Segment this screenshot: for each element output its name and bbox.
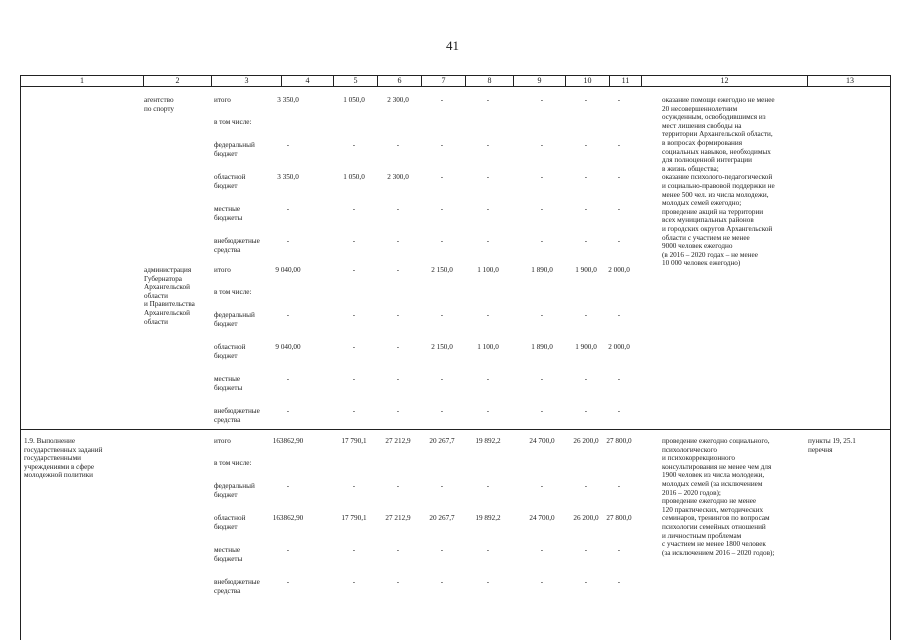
amount-cell: - <box>440 141 444 149</box>
amount-cell: - <box>352 482 356 490</box>
amount-cell: - <box>584 407 588 415</box>
amount-cell: - <box>396 343 400 351</box>
amount-cell: - <box>352 205 356 213</box>
table-border <box>890 87 891 640</box>
amount-cell: - <box>617 96 621 104</box>
amount-cell: - <box>352 407 356 415</box>
budget-source-label: федеральный бюджет <box>214 482 255 499</box>
amount-cell: - <box>440 96 444 104</box>
amount-cell: 3 350,0 <box>277 96 299 104</box>
amount-cell: 27 212,9 <box>385 514 411 522</box>
amount-cell: 27 800,0 <box>606 514 632 522</box>
col-header: 9 <box>513 76 565 86</box>
amount-cell: - <box>440 578 444 586</box>
amount-cell: 2 300,0 <box>387 173 409 181</box>
amount-cell: - <box>440 205 444 213</box>
amount-cell: 9 040,00 <box>275 343 301 351</box>
amount-cell: - <box>352 141 356 149</box>
amount-cell: - <box>584 375 588 383</box>
amount-cell: - <box>440 482 444 490</box>
amount-cell: 20 267,7 <box>429 437 455 445</box>
amount-cell: - <box>286 407 290 415</box>
budget-source-label: в том числе: <box>214 288 252 296</box>
amount-cell: - <box>396 407 400 415</box>
amount-cell: 17 790,1 <box>341 437 367 445</box>
amount-cell: - <box>584 173 588 181</box>
amount-cell: - <box>617 205 621 213</box>
amount-cell: - <box>440 173 444 181</box>
amount-cell: - <box>396 311 400 319</box>
amount-cell: - <box>440 311 444 319</box>
amount-cell: - <box>540 141 544 149</box>
amount-cell: - <box>286 482 290 490</box>
col-header: 2 <box>143 76 211 86</box>
amount-cell: - <box>486 482 490 490</box>
amount-cell: 1 900,0 <box>575 343 597 351</box>
amount-cell: - <box>396 141 400 149</box>
col-header: 1 <box>80 76 84 85</box>
amount-cell: - <box>352 311 356 319</box>
amount-cell: 27 800,0 <box>606 437 632 445</box>
amount-cell: - <box>352 266 356 274</box>
amount-cell: - <box>584 578 588 586</box>
col-header: 4 <box>281 76 333 86</box>
amount-cell: - <box>617 141 621 149</box>
amount-cell: 2 000,0 <box>608 343 630 351</box>
amount-cell: - <box>617 375 621 383</box>
amount-cell: 9 040,00 <box>275 266 301 274</box>
amount-cell: - <box>396 375 400 383</box>
amount-cell: 2 150,0 <box>431 343 453 351</box>
amount-cell: - <box>286 578 290 586</box>
amount-cell: - <box>486 173 490 181</box>
col-header: 13 <box>807 76 892 86</box>
amount-cell: - <box>352 546 356 554</box>
budget-source-label: местные бюджеты <box>214 375 243 392</box>
amount-cell: - <box>540 237 544 245</box>
col-header: 11 <box>609 76 641 86</box>
budget-source-label: федеральный бюджет <box>214 311 255 328</box>
activity-name: 1.9. Выполнение государственных заданий государственными учреждениями в сфере молодежной политики <box>24 437 103 480</box>
amount-cell: - <box>584 205 588 213</box>
amount-cell: - <box>286 141 290 149</box>
amount-cell: - <box>486 141 490 149</box>
amount-cell: 17 790,1 <box>341 514 367 522</box>
amount-cell: 163862,90 <box>272 437 304 445</box>
amount-cell: - <box>540 482 544 490</box>
amount-cell: 1 050,0 <box>343 96 365 104</box>
budget-source-label: итого <box>214 96 231 104</box>
amount-cell: - <box>440 407 444 415</box>
amount-cell: - <box>584 482 588 490</box>
amount-cell: - <box>286 237 290 245</box>
amount-cell: - <box>396 578 400 586</box>
col-header: 6 <box>377 76 421 86</box>
amount-cell: - <box>584 141 588 149</box>
amount-cell: - <box>617 237 621 245</box>
amount-cell: - <box>352 343 356 351</box>
budget-source-label: в том числе: <box>214 118 252 126</box>
budget-source-label: внебюджетные средства <box>214 578 260 595</box>
amount-cell: - <box>540 311 544 319</box>
amount-cell: - <box>286 546 290 554</box>
amount-cell: - <box>584 546 588 554</box>
col-header: 7 <box>421 76 465 86</box>
amount-cell: - <box>486 237 490 245</box>
amount-cell: - <box>286 205 290 213</box>
amount-cell: - <box>617 546 621 554</box>
amount-cell: - <box>540 375 544 383</box>
budget-source-label: итого <box>214 266 231 274</box>
amount-cell: - <box>396 237 400 245</box>
amount-cell: - <box>540 546 544 554</box>
amount-cell: - <box>396 266 400 274</box>
amount-cell: 26 200,0 <box>573 514 599 522</box>
amount-cell: - <box>286 311 290 319</box>
amount-cell: - <box>486 546 490 554</box>
amount-cell: 1 890,0 <box>531 343 553 351</box>
amount-cell: 26 200,0 <box>573 437 599 445</box>
amount-cell: 3 350,0 <box>277 173 299 181</box>
reference-text: пункты 19, 25.1 перечня <box>808 437 856 454</box>
amount-cell: - <box>540 173 544 181</box>
amount-cell: - <box>396 546 400 554</box>
amount-cell: - <box>396 205 400 213</box>
amount-cell: - <box>617 311 621 319</box>
amount-cell: - <box>440 237 444 245</box>
amount-cell: 163862,90 <box>272 514 304 522</box>
amount-cell: 24 700,0 <box>529 437 555 445</box>
row-separator <box>20 429 891 430</box>
indicator-text: оказание помощи ежегодно не менее 20 несовершеннолетним осужденным, освободившимся из мест лишения свободы на территории Архангельской области, в вопросах формирования социальных навыков, необходимых для полноценной интеграции в жизнь общества; оказание психолого-педагогической и социально-правовой поддержки не менее 500 чел. из числа молодежи, молодых семей ежегодно; проведение акций на территории всех муниципальных районов и городских округов Архангельской области с участием не менее 9000 человек ежегодно (в 2016 – 2020 годах – не менее 10 000 человек ежегодно) <box>662 96 775 268</box>
amount-cell: 19 892,2 <box>475 437 501 445</box>
amount-cell: 1 100,0 <box>477 266 499 274</box>
amount-cell: 1 890,0 <box>531 266 553 274</box>
amount-cell: - <box>440 375 444 383</box>
amount-cell: 24 700,0 <box>529 514 555 522</box>
amount-cell: - <box>584 96 588 104</box>
amount-cell: 1 900,0 <box>575 266 597 274</box>
col-header: 12 <box>641 76 807 86</box>
amount-cell: 2 300,0 <box>387 96 409 104</box>
amount-cell: - <box>352 237 356 245</box>
amount-cell: - <box>617 482 621 490</box>
amount-cell: - <box>540 205 544 213</box>
amount-cell: 1 050,0 <box>343 173 365 181</box>
budget-source-label: итого <box>214 437 231 445</box>
budget-source-label: местные бюджеты <box>214 546 243 563</box>
amount-cell: 2 000,0 <box>608 266 630 274</box>
amount-cell: - <box>396 482 400 490</box>
amount-cell: - <box>486 205 490 213</box>
budget-source-label: областной бюджет <box>214 343 246 360</box>
budget-source-label: областной бюджет <box>214 173 246 190</box>
amount-cell: - <box>617 173 621 181</box>
amount-cell: - <box>584 237 588 245</box>
amount-cell: 1 100,0 <box>477 343 499 351</box>
budget-source-label: в том числе: <box>214 459 252 467</box>
executor-name: агентство по спорту <box>144 96 175 113</box>
column-number-header <box>20 75 891 87</box>
col-header: 8 <box>465 76 513 86</box>
amount-cell: 2 150,0 <box>431 266 453 274</box>
budget-source-label: областной бюджет <box>214 514 246 531</box>
amount-cell: - <box>584 311 588 319</box>
amount-cell: - <box>486 375 490 383</box>
amount-cell: 20 267,7 <box>429 514 455 522</box>
col-header: 3 <box>211 76 281 86</box>
page-number: 41 <box>446 38 459 53</box>
executor-name: администрация Губернатора Архангельской области и Правительства Архангельской области <box>144 266 195 326</box>
amount-cell: - <box>486 96 490 104</box>
budget-source-label: внебюджетные средства <box>214 237 260 254</box>
amount-cell: - <box>486 407 490 415</box>
amount-cell: - <box>352 578 356 586</box>
amount-cell: - <box>440 546 444 554</box>
table-border <box>20 87 21 640</box>
col-header: 10 <box>565 76 609 86</box>
amount-cell: - <box>286 375 290 383</box>
indicator-text: проведение ежегодно социального, психологического и психокоррекционного консультирования не менее чем для 1900 человек из числа молодежи, молодых семей (за исключением 2016 – 2020 годов); проведение ежегодно не менее 120 практических, методических семинаров, тренингов по вопросам психологии семейных отношений и личностным проблемам с участием не менее 1800 человек (за исключением 2016 – 2020 годов); <box>662 437 775 557</box>
budget-source-label: местные бюджеты <box>214 205 243 222</box>
amount-cell: 27 212,9 <box>385 437 411 445</box>
amount-cell: - <box>617 407 621 415</box>
amount-cell: - <box>352 375 356 383</box>
amount-cell: - <box>486 311 490 319</box>
amount-cell: 19 892,2 <box>475 514 501 522</box>
amount-cell: - <box>540 578 544 586</box>
col-header: 5 <box>333 76 377 86</box>
amount-cell: - <box>486 578 490 586</box>
amount-cell: - <box>540 407 544 415</box>
amount-cell: - <box>540 96 544 104</box>
amount-cell: - <box>617 578 621 586</box>
budget-source-label: федеральный бюджет <box>214 141 255 158</box>
budget-source-label: внебюджетные средства <box>214 407 260 424</box>
